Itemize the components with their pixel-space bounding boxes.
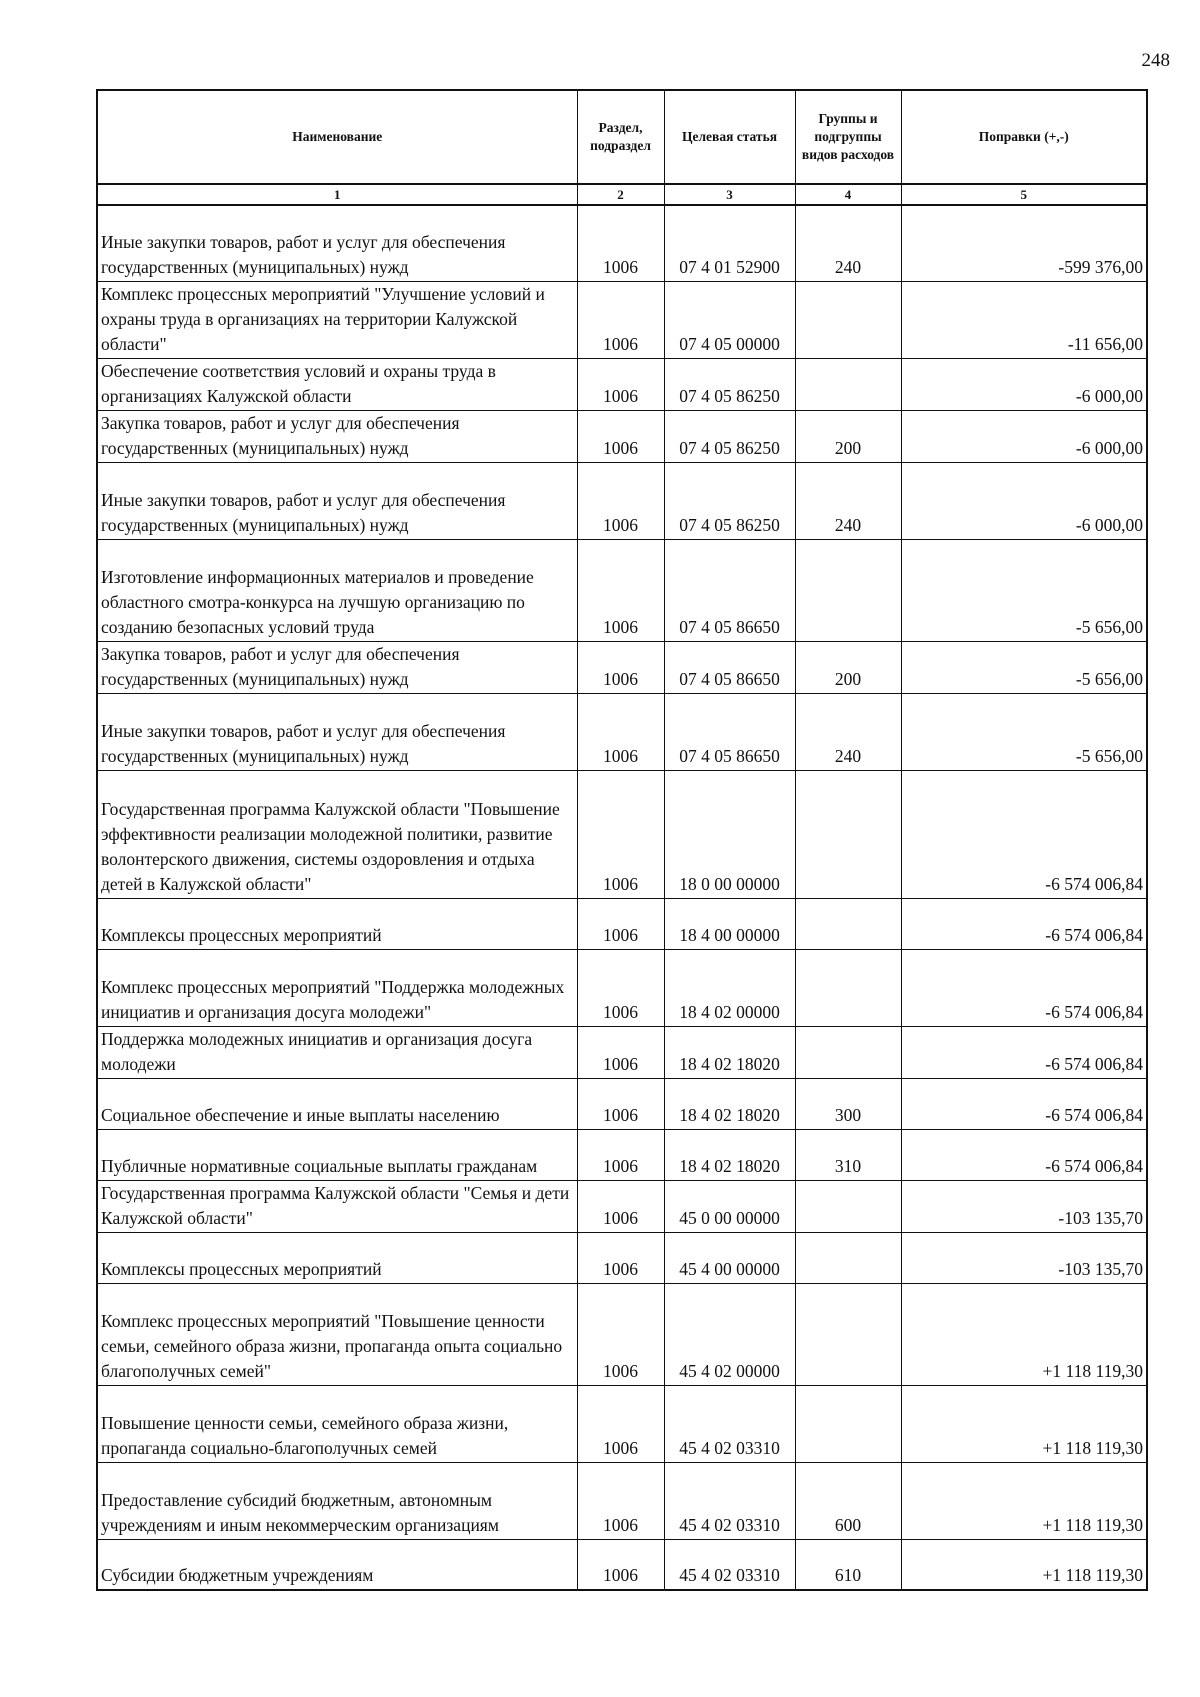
row-target: 07 4 05 00000 bbox=[664, 281, 795, 358]
header-section: Раздел, подраздел bbox=[577, 90, 664, 184]
row-group: 240 bbox=[795, 462, 901, 539]
row-target: 45 4 02 03310 bbox=[664, 1462, 795, 1539]
row-section: 1006 bbox=[577, 1539, 664, 1590]
table-row bbox=[97, 539, 1147, 641]
row-target: 45 0 00 00000 bbox=[664, 1180, 795, 1232]
row-name: Социальное обеспечение и иные выплаты населению bbox=[97, 1078, 577, 1129]
row-group bbox=[795, 949, 901, 1026]
row-name: Закупка товаров, работ и услуг для обеспечения государственных (муниципальных) нужд bbox=[97, 410, 577, 462]
column-number: 5 bbox=[901, 184, 1147, 205]
row-name: Закупка товаров, работ и услуг для обеспечения государственных (муниципальных) нужд bbox=[97, 641, 577, 693]
table-row bbox=[97, 1129, 1147, 1180]
row-group: 200 bbox=[795, 641, 901, 693]
row-section: 1006 bbox=[577, 539, 664, 641]
row-target: 45 4 02 03310 bbox=[664, 1385, 795, 1462]
row-target: 07 4 01 52900 bbox=[664, 205, 795, 281]
row-target: 45 4 00 00000 bbox=[664, 1232, 795, 1283]
row-amount: -6 574 006,84 bbox=[901, 949, 1147, 1026]
row-group: 310 bbox=[795, 1129, 901, 1180]
row-group: 610 bbox=[795, 1539, 901, 1590]
row-section: 1006 bbox=[577, 693, 664, 770]
row-target: 07 4 05 86650 bbox=[664, 641, 795, 693]
row-target: 45 4 02 03310 bbox=[664, 1539, 795, 1590]
row-section: 1006 bbox=[577, 1385, 664, 1462]
row-amount: -103 135,70 bbox=[901, 1232, 1147, 1283]
row-section: 1006 bbox=[577, 1232, 664, 1283]
row-group bbox=[795, 1385, 901, 1462]
row-group bbox=[795, 1232, 901, 1283]
row-group bbox=[795, 898, 901, 949]
table-row bbox=[97, 693, 1147, 770]
row-group bbox=[795, 539, 901, 641]
table-row bbox=[97, 281, 1147, 358]
row-name: Иные закупки товаров, работ и услуг для обеспечения государственных (муниципальных) нужд bbox=[97, 462, 577, 539]
row-section: 1006 bbox=[577, 1078, 664, 1129]
row-target: 07 4 05 86250 bbox=[664, 462, 795, 539]
row-target: 07 4 05 86650 bbox=[664, 539, 795, 641]
row-target: 18 4 02 18020 bbox=[664, 1129, 795, 1180]
row-group: 240 bbox=[795, 693, 901, 770]
row-amount: -6 000,00 bbox=[901, 358, 1147, 410]
row-name: Комплексы процессных мероприятий bbox=[97, 898, 577, 949]
column-number: 3 bbox=[664, 184, 795, 205]
row-name: Предоставление субсидий бюджетным, автономным учреждениям и иным некоммерческим организациям bbox=[97, 1462, 577, 1539]
budget-amendments-table bbox=[96, 89, 1148, 1591]
row-section: 1006 bbox=[577, 1129, 664, 1180]
table-row bbox=[97, 1283, 1147, 1385]
header-name: Наименование bbox=[97, 90, 577, 184]
row-amount: -5 656,00 bbox=[901, 539, 1147, 641]
row-group: 300 bbox=[795, 1078, 901, 1129]
row-amount: +1 118 119,30 bbox=[901, 1283, 1147, 1385]
page-number: 248 bbox=[1141, 50, 1170, 71]
row-name: Иные закупки товаров, работ и услуг для обеспечения государственных (муниципальных) нужд bbox=[97, 205, 577, 281]
row-amount: -103 135,70 bbox=[901, 1180, 1147, 1232]
table-row bbox=[97, 462, 1147, 539]
header-amendment: Поправки (+,-) bbox=[901, 90, 1147, 184]
row-target: 07 4 05 86250 bbox=[664, 410, 795, 462]
table-row bbox=[97, 205, 1147, 281]
row-amount: -6 000,00 bbox=[901, 410, 1147, 462]
row-group: 240 bbox=[795, 205, 901, 281]
row-section: 1006 bbox=[577, 1180, 664, 1232]
row-amount: -6 574 006,84 bbox=[901, 770, 1147, 898]
row-amount: -5 656,00 bbox=[901, 641, 1147, 693]
row-amount: -6 000,00 bbox=[901, 462, 1147, 539]
row-name: Обеспечение соответствия условий и охраны труда в организациях Калужской области bbox=[97, 358, 577, 410]
row-name: Публичные нормативные социальные выплаты гражданам bbox=[97, 1129, 577, 1180]
row-target: 18 4 02 18020 bbox=[664, 1078, 795, 1129]
row-group bbox=[795, 1180, 901, 1232]
row-name: Государственная программа Калужской области "Семья и дети Калужской области" bbox=[97, 1180, 577, 1232]
row-name: Повышение ценности семьи, семейного образа жизни, пропаганда социально-благополучных семей bbox=[97, 1385, 577, 1462]
row-group bbox=[795, 1283, 901, 1385]
row-amount: -6 574 006,84 bbox=[901, 1129, 1147, 1180]
row-group bbox=[795, 358, 901, 410]
row-group bbox=[795, 281, 901, 358]
table-row bbox=[97, 1078, 1147, 1129]
row-section: 1006 bbox=[577, 949, 664, 1026]
row-name: Комплексы процессных мероприятий bbox=[97, 1232, 577, 1283]
row-name: Комплекс процессных мероприятий "Повышение ценности семьи, семейного образа жизни, пропаганда опыта социально благополучных семей" bbox=[97, 1283, 577, 1385]
row-target: 18 4 02 00000 bbox=[664, 949, 795, 1026]
column-number: 4 bbox=[795, 184, 901, 205]
row-section: 1006 bbox=[577, 358, 664, 410]
row-section: 1006 bbox=[577, 1026, 664, 1078]
row-section: 1006 bbox=[577, 205, 664, 281]
row-name: Комплекс процессных мероприятий "Улучшение условий и охраны труда в организациях на территории Калужской области" bbox=[97, 281, 577, 358]
table-row bbox=[97, 949, 1147, 1026]
row-group: 200 bbox=[795, 410, 901, 462]
row-target: 18 4 00 00000 bbox=[664, 898, 795, 949]
row-target: 18 4 02 18020 bbox=[664, 1026, 795, 1078]
row-amount: -6 574 006,84 bbox=[901, 1078, 1147, 1129]
table-row bbox=[97, 1539, 1147, 1590]
row-name: Комплекс процессных мероприятий "Поддержка молодежных инициатив и организация досуга молодежи" bbox=[97, 949, 577, 1026]
table-row bbox=[97, 770, 1147, 898]
row-target: 07 4 05 86250 bbox=[664, 358, 795, 410]
row-name: Изготовление информационных материалов и проведение областного смотра-конкурса на лучшую организацию по созданию безопасных условий труда bbox=[97, 539, 577, 641]
table-row bbox=[97, 898, 1147, 949]
row-amount: +1 118 119,30 bbox=[901, 1539, 1147, 1590]
row-amount: -6 574 006,84 bbox=[901, 1026, 1147, 1078]
row-group: 600 bbox=[795, 1462, 901, 1539]
row-target: 07 4 05 86650 bbox=[664, 693, 795, 770]
table-row bbox=[97, 1232, 1147, 1283]
row-amount: -11 656,00 bbox=[901, 281, 1147, 358]
header-group: Группы и подгруппы видов расходов bbox=[795, 90, 901, 184]
table-row bbox=[97, 641, 1147, 693]
row-name: Поддержка молодежных инициатив и организация досуга молодежи bbox=[97, 1026, 577, 1078]
row-section: 1006 bbox=[577, 410, 664, 462]
row-amount: +1 118 119,30 bbox=[901, 1462, 1147, 1539]
row-amount: +1 118 119,30 bbox=[901, 1385, 1147, 1462]
column-number: 1 bbox=[97, 184, 577, 205]
table-row bbox=[97, 410, 1147, 462]
column-number-row bbox=[97, 184, 1147, 205]
row-target: 45 4 02 00000 bbox=[664, 1283, 795, 1385]
row-group bbox=[795, 1026, 901, 1078]
row-target: 18 0 00 00000 bbox=[664, 770, 795, 898]
column-number: 2 bbox=[577, 184, 664, 205]
table-row bbox=[97, 358, 1147, 410]
table-row bbox=[97, 1385, 1147, 1462]
row-amount: -6 574 006,84 bbox=[901, 898, 1147, 949]
table-row bbox=[97, 1026, 1147, 1078]
row-group bbox=[795, 770, 901, 898]
table-header-row bbox=[97, 90, 1147, 184]
row-section: 1006 bbox=[577, 462, 664, 539]
row-section: 1006 bbox=[577, 281, 664, 358]
table-row bbox=[97, 1180, 1147, 1232]
row-section: 1006 bbox=[577, 1283, 664, 1385]
row-amount: -5 656,00 bbox=[901, 693, 1147, 770]
header-target: Целевая статья bbox=[664, 90, 795, 184]
row-section: 1006 bbox=[577, 641, 664, 693]
row-section: 1006 bbox=[577, 1462, 664, 1539]
table-row bbox=[97, 1462, 1147, 1539]
row-name: Субсидии бюджетным учреждениям bbox=[97, 1539, 577, 1590]
row-section: 1006 bbox=[577, 770, 664, 898]
row-amount: -599 376,00 bbox=[901, 205, 1147, 281]
row-name: Иные закупки товаров, работ и услуг для обеспечения государственных (муниципальных) нужд bbox=[97, 693, 577, 770]
row-name: Государственная программа Калужской области "Повышение эффективности реализации молодежной политики, развитие волонтерского движения, системы оздоровления и отдыха детей в Калужской области" bbox=[97, 770, 577, 898]
row-section: 1006 bbox=[577, 898, 664, 949]
